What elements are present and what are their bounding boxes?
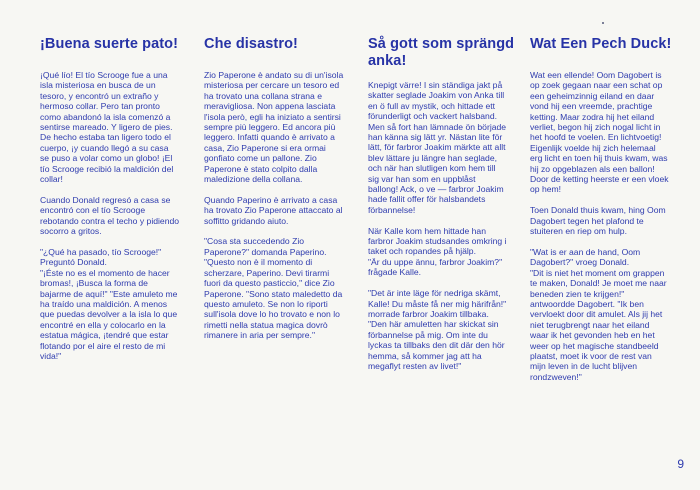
paragraph: Zio Paperone è andato su di un'isola misteriosa per cercare un tesoro ed ha trovato una collana strana e meravigliosa. Non appena lasciata l'isola però, egli ha iniziato a sentirsi sempre più leggero. Ed ancora più leggero. Infatti quando è arrivato a casa, Zio Paperone si era ormai gonfiato come un pallone. Zio Paperone è stato colpito dalla maledizione della collana.	[204, 70, 344, 185]
column-spanish	[40, 36, 192, 372]
column-swedish	[368, 36, 518, 382]
paragraph: Cuando Donald regresó a casa se encontró con el tío Scrooge rebotando contra el techo y pidiendo socorro a gritos.	[40, 194, 180, 237]
column-dutch	[530, 36, 678, 393]
column-title: Che disastro!	[204, 36, 298, 52]
paragraph: ¡Qué lío! El tío Scrooge fue a una isla misteriosa en busca de un tesoro, y encontró un extraño y hermoso collar. Pero tan pronto como abandonó la isla comenzó a sentirse mareado. Y ligero de pies. De hecho estaba tan ligero todo el cuerpo, ¡y cuando llegó a su casa se puso a volar como un globo! ¡El tío Scrooge recibió la maldición del collar!	[40, 70, 174, 185]
column-italian	[204, 36, 356, 351]
column-title: Så gott som sprängd anka!	[368, 36, 515, 69]
paper-speck	[602, 22, 604, 24]
page-number: 9	[677, 457, 684, 471]
paragraph: "Wat is er aan de hand, Oom Dagobert?" vroeg Donald. "Dit is niet het moment om grappen te maken, Donald! Je moet me naar beneden zien te krijgen!" antwoordde Dagobert. "Ik ben vervloekt door dit amulet. Als jij het niet terugbrengt naar het eiland waar ik het gevonden heb en het weer op het magische standbeeld plaatst, moet ik voor de rest van mijn leven in de lucht blijven rondzweven!"	[530, 246, 667, 382]
paragraph: Knepigt värre! I sin ständiga jakt på skatter seglade Joakim von Anka till en ö full av mystik, och hittade ett förunderligt och vackert halsband. Men så fort han lämnade ön började han känna sig lätt yr. Nästan lite för lätt, för farbror Joakim märkte att allt blev lättare ju längre han seglade, och när han slutligen kom hem till sig var han som en uppblåst ballong! Ack, o ve — farbror Joakim hade fallit offer för halsbandets förbannelse!	[368, 80, 507, 215]
paragraph: När Kalle kom hem hittade han farbror Joakim studsandes omkring i taket och ropandes på hjälp. "Är du uppe ännu, farbror Joakim?" frågade Kalle.	[368, 225, 507, 278]
paragraph: "Cosa sta succedendo Zio Paperone?" domanda Paperino. "Questo non è il momento di scherzare, Paperino. Devi tirarmi fuori da questo pasticcio," dice Zio Paperone. "Sono stato maledetto da questo amuleto. Se non lo riporti sull'isola dove lo ho trovato e non lo rimetti nella statua magica dovrò rimanere in aria per sempre."	[204, 236, 343, 341]
paragraph: "Det är inte läge för nedriga skämt, Kalle! Du måste få ner mig härifrån!" morrade farbror Joakim tillbaka. "Den här amuletten har skickat sin förbannelse på mig. Om inte du lyckas ta tillbaks den dit där den hör hemma, så kommer jag att ha megaflyt resten av livet!"	[368, 288, 507, 371]
column-title: Wat Een Pech Duck!	[530, 36, 672, 52]
column-title: ¡Buena suerte pato!	[40, 36, 179, 52]
paragraph: Wat een ellende! Oom Dagobert is op zoek gegaan naar een schat op een geheimzinnig eiland en daar vond hij een vreemde, prachtige ketting. Maar zodra hij het eiland verliet, begon hij zich nogal licht in het hoofd te voelen. En lichtvoetig! Eigenlijk voelde hij zich helemaal erg licht en toen hij thuis kwam, was hij zo opgeblazen als een ballon! Door de ketting heerste er een vloek op hem!	[530, 70, 669, 195]
paragraph: "¿Qué ha pasado, tío Scrooge!" Preguntó Donald. "¡Éste no es el momento de hacer bromas!, ¡Busca la forma de bajarme de aquí!" "Este amuleto me ha traído una maldición. A menos que puedas devolver a la isla lo que encontré en ella y colocarlo en la estatua mágica, ¡tendré que estar flotando por el aire el resto de mi vida!"	[40, 246, 178, 361]
paragraph: Quando Paperino è arrivato a casa ha trovato Zio Paperone attaccato al soffitto gridando aiuto.	[204, 194, 343, 226]
paragraph: Toen Donald thuis kwam, hing Oom Dagobert tegen het plafond te stuiteren en riep om hulp.	[530, 205, 666, 237]
